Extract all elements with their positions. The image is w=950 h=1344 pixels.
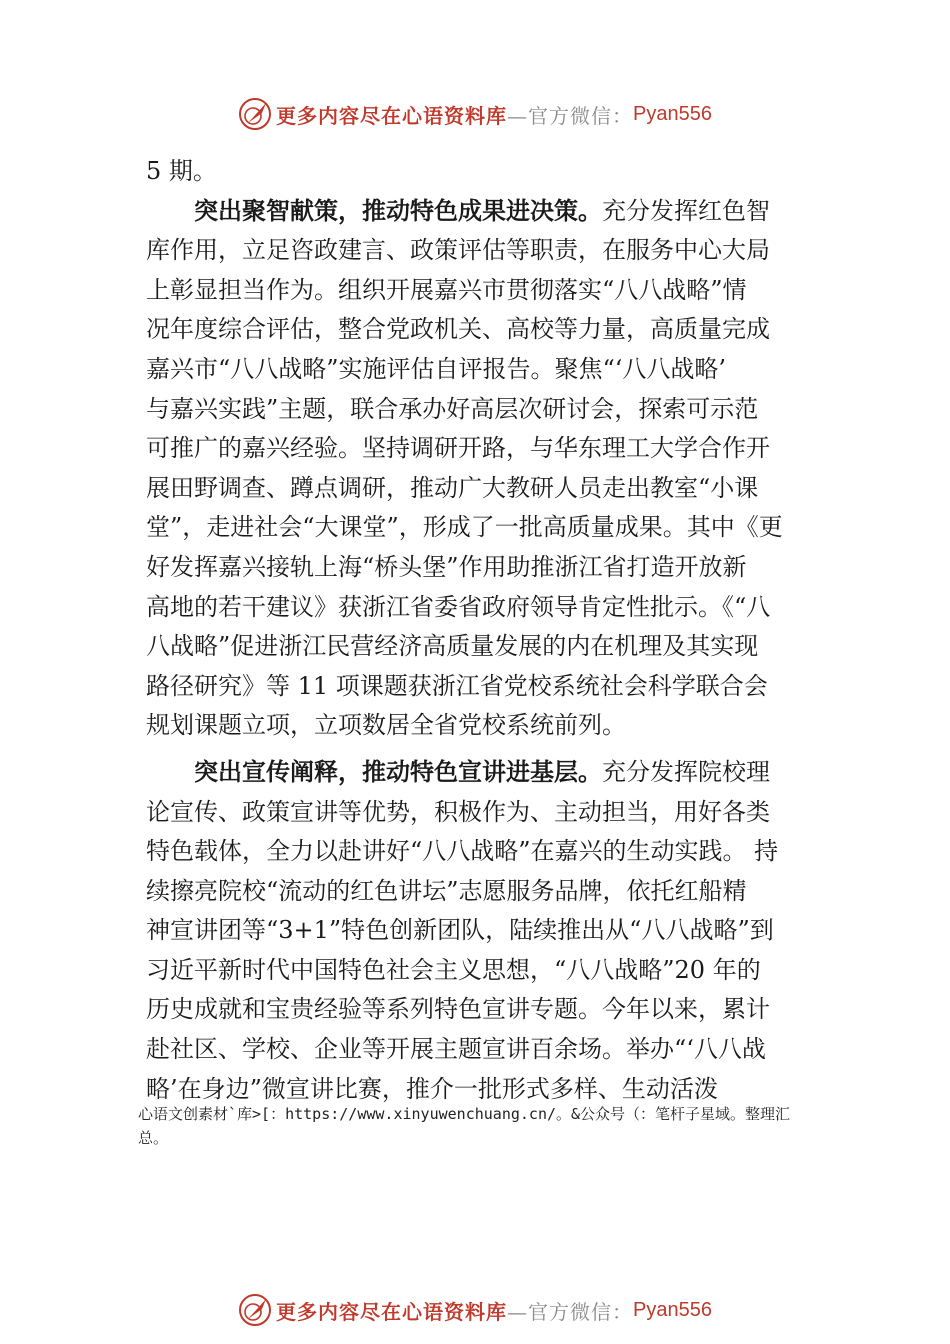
paragraph-1-line: 库作用，立足咨政建言、政策评估等职责，在服务中心大局: [146, 236, 770, 265]
paragraph-0-line: 5 期。: [146, 157, 217, 185]
paragraph-2-line: 历史成就和宝贵经验等系列特色宣讲专题。今年以来，累计: [146, 995, 770, 1024]
paragraph-1-line: 路径研究》等 11 项课题获浙江省党校系统社会科学联合会: [146, 671, 768, 700]
paragraph-2-lead: 突出宣传阐释，推动特色宣讲进基层。: [194, 757, 602, 786]
paragraph-1-line: 八战略”促进浙江民营经济高质量发展的内在机理及其实现: [146, 632, 759, 661]
footnote-line-1: 心语文创素材`库>[：https://www.xinyuwenchuang.cn/。&公众号（：笔杆子星域。整理汇: [138, 1105, 791, 1123]
paragraph-1-first-line: [146, 192, 806, 232]
footer-separator: —官方微信：: [507, 1299, 634, 1324]
paragraph-2-line: 习近平新时代中国特色社会主义思想，“八八战略”20 年的: [146, 955, 761, 984]
quill-logo-icon: [238, 97, 272, 131]
paragraph-1-line: 上彰显担当作为。组织开展嘉兴市贯彻落实“八八战略”情: [146, 275, 747, 304]
paragraph-2-lead-rest: 充分发挥院校理: [602, 757, 770, 786]
paragraph-1-line: 堂”，走进社会“大课堂”，形成了一批高质量成果。其中《更: [146, 513, 783, 542]
header-separator: —官方微信：: [507, 103, 634, 128]
footer-wechat-id: Pyan556: [633, 1298, 712, 1321]
document-body: [146, 152, 806, 1109]
footer-banner: [0, 1290, 950, 1330]
footnote-line-2: 总。: [138, 1129, 169, 1147]
quill-logo-icon: [238, 1293, 272, 1327]
paragraph-2-line: 略’在身边”微宣讲比赛，推介一批形式多样、生动活泼: [146, 1074, 718, 1103]
footer-brand: 更多内容尽在心语资料库: [276, 1299, 508, 1324]
paragraph-1-line: 况年度综合评估，整合党政机关、高校等力量，高质量完成: [146, 315, 770, 344]
paragraph-1-line: 与嘉兴实践”主题，联合承办好高层次研讨会，探索可示范: [146, 394, 759, 423]
paragraph-1-lead: 突出聚智献策，推动特色成果进决策。: [194, 196, 602, 225]
header-banner: [0, 94, 950, 134]
header-wechat-id: Pyan556: [633, 102, 712, 125]
paragraph-2-first-line: [146, 753, 806, 793]
paragraph-1-line: 嘉兴市“八八战略”实施评估自评报告。聚焦“‘八八战略’: [146, 354, 727, 383]
source-footnote: [138, 1102, 838, 1150]
paragraph-2-line: 神宣讲团等“3+1”特色创新团队，陆续推出从“八八战略”到: [146, 916, 774, 945]
paragraph-1-line: 可推广的嘉兴经验。坚持调研开路，与华东理工大学合作开: [146, 434, 770, 463]
header-brand: 更多内容尽在心语资料库: [276, 103, 508, 128]
paragraph-2-line: 论宣传、政策宣讲等优势，积极作为、主动担当，用好各类: [146, 797, 770, 826]
paragraph-1-lead-rest: 充分发挥红色智: [602, 196, 770, 225]
paragraph-2-line: 特色载体，全力以赴讲好“八八战略”在嘉兴的生动实践。 持: [146, 837, 779, 866]
paragraph-2-line: 赴社区、学校、企业等开展主题宣讲百余场。举办“‘八八战: [146, 1035, 766, 1064]
paragraph-1-line: 好发挥嘉兴接轨上海“桥头堡”作用助推浙江省打造开放新: [146, 552, 747, 581]
paragraph-2-line: 续擦亮院校“流动的红色讲坛”志愿服务品牌，依托红船精: [146, 876, 747, 905]
paragraph-1-line: 高地的若干建议》获浙江省委省政府领导肯定性批示。《“八: [146, 592, 771, 621]
paragraph-1-line: 展田野调查、蹲点调研，推动广大教研人员走出教室“小课: [146, 473, 759, 502]
paragraph-1-line: 规划课题立项，立项数居全省党校系统前列。: [146, 711, 626, 740]
